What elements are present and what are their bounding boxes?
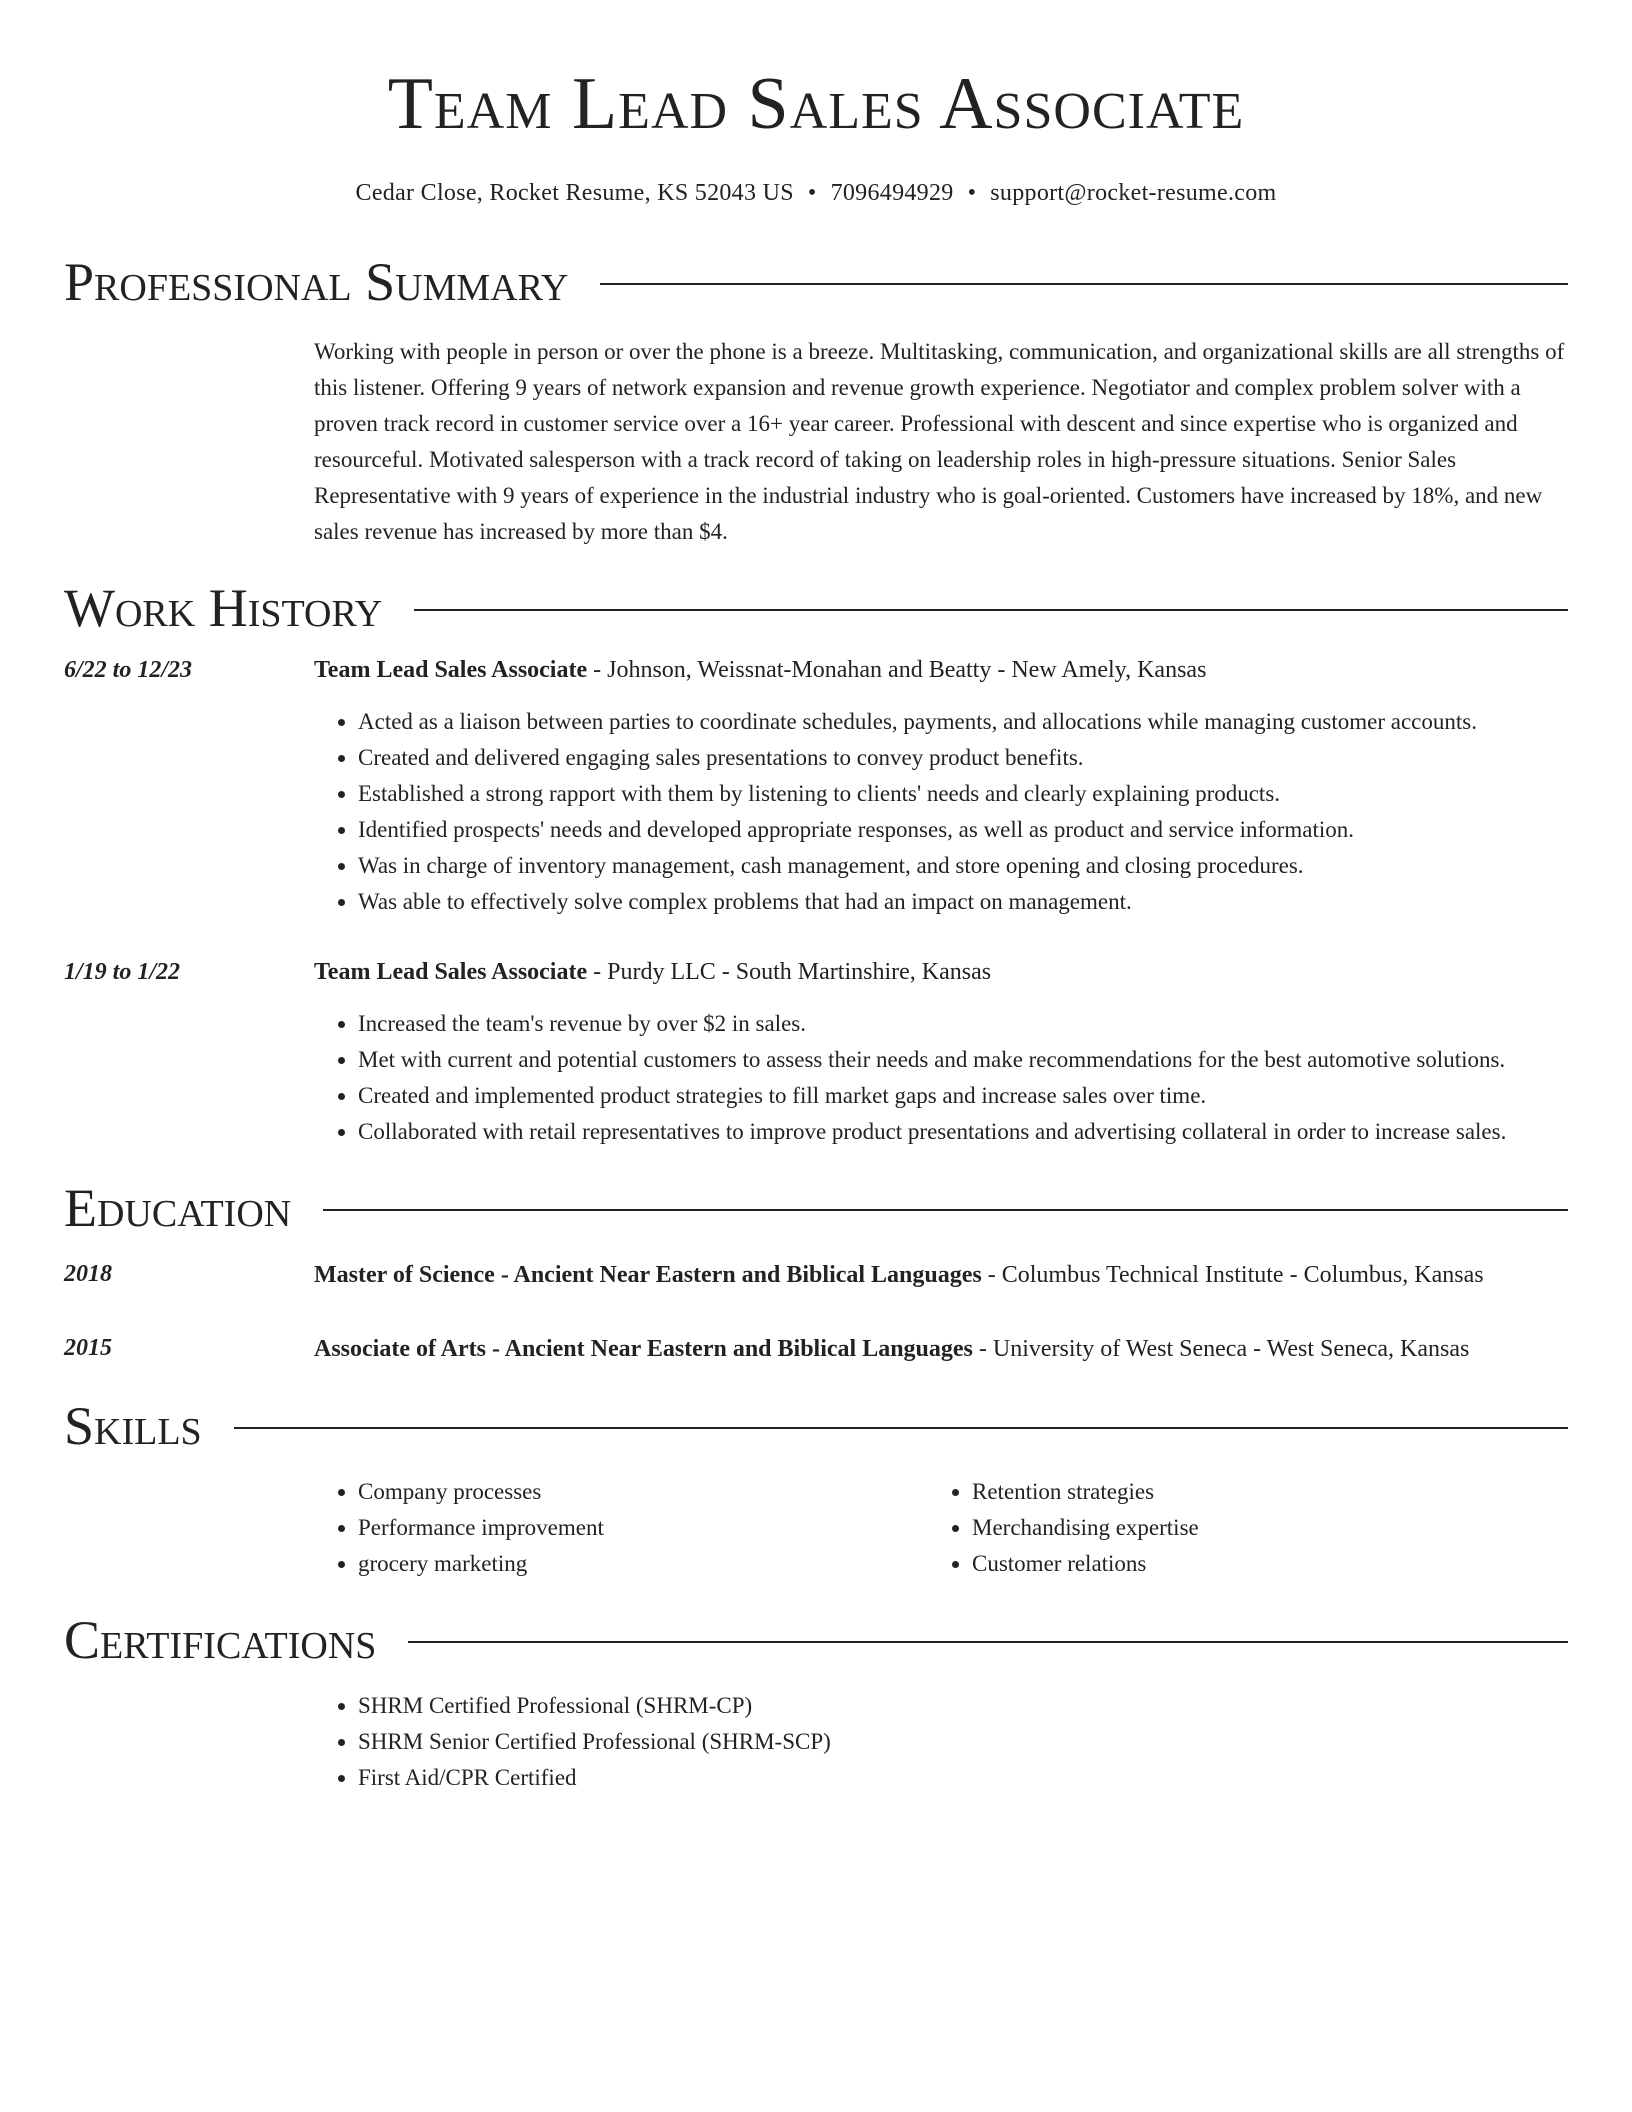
job-bullets	[314, 704, 1568, 920]
job-dates: 6/22 to 12/23	[64, 657, 193, 683]
email: support@rocket-resume.com	[990, 180, 1277, 206]
education-year: 2015	[64, 1335, 112, 1361]
summary-text: Working with people in person or over the phone is a breeze. Multitasking, communication, and organizational skills are all strengths of this listener. Offering 9 years of network expansion and revenue growth experience. Negotiator and complex problem solver with a proven track record in customer service over a 16+ year career. Professional with descent and since expertise who is organized and resourceful. Motivated salesperson with a track record of taking on leadership roles in high-pressure situations. Senior Sales Representative with 9 years of experience in the industrial industry who is goal-oriented. Customers have increased by 18%, and new sales revenue has increased by more than $4.	[314, 339, 1565, 544]
job-details: - Johnson, Weissnat-Monahan and Beatty - New Amely, Kansas	[587, 657, 1207, 683]
job-bullets	[314, 1006, 1568, 1150]
list-item: • Customer relations	[972, 1546, 1542, 1582]
address: Cedar Close, Rocket Resume, KS 52043 US	[355, 180, 794, 206]
education-section-header	[64, 1176, 1568, 1240]
education-line	[314, 1256, 1568, 1294]
job-body	[314, 652, 1568, 920]
section-divider	[408, 1641, 1568, 1643]
candidate-name: Team Lead Sales Associate	[387, 63, 1245, 145]
summary-section-header	[64, 250, 1568, 314]
job-details: - Purdy LLC - South Martinshire, Kansas	[587, 959, 992, 985]
education-line	[314, 1330, 1568, 1368]
list-item: • Identified prospects' needs and developed appropriate responses, as well as product and service information.	[358, 812, 1568, 848]
contact-line	[64, 178, 1568, 208]
section-title-certifications: Certifications	[64, 1610, 377, 1670]
list-item: • SHRM Certified Professional (SHRM-CP)	[358, 1688, 1568, 1724]
list-item: • Acted as a liaison between parties to coordinate schedules, payments, and allocations while managing customer accounts.	[358, 704, 1568, 740]
education-details: - University of West Seneca - West Seneca, Kansas	[972, 1336, 1470, 1362]
job-role: Team Lead Sales Associate	[314, 959, 588, 985]
list-item: • Met with current and potential customers to assess their needs and make recommendations for the best automotive solutions.	[358, 1042, 1568, 1078]
job-entry	[64, 954, 1568, 1150]
section-title-skills: Skills	[64, 1396, 202, 1456]
list-item: • Increased the team's revenue by over $2 in sales.	[358, 1006, 1568, 1042]
education-degree: Master of Science - Ancient Near Eastern and Biblical Languages	[314, 1262, 982, 1288]
section-title-work: Work History	[64, 578, 383, 638]
contact-separator: •	[807, 180, 817, 206]
certifications-section-header	[64, 1608, 1568, 1672]
skills-section-header	[64, 1394, 1568, 1458]
section-divider	[600, 283, 1568, 285]
list-item: • Retention strategies	[972, 1474, 1542, 1510]
skills-column-left	[314, 1474, 928, 1582]
list-item: • First Aid/CPR Certified	[358, 1760, 1568, 1796]
skills-column-right	[928, 1474, 1542, 1582]
list-item: • grocery marketing	[358, 1546, 928, 1582]
list-item: • Created and implemented product strategies to fill market gaps and increase sales over time.	[358, 1078, 1568, 1114]
certifications-list	[314, 1688, 1568, 1796]
job-title-line	[314, 652, 1568, 688]
job-dates: 1/19 to 1/22	[64, 959, 181, 985]
skills-list	[314, 1474, 1568, 1582]
list-item: • Collaborated with retail representatives to improve product presentations and advertising collateral in order to increase sales.	[358, 1114, 1568, 1150]
list-item: • Company processes	[358, 1474, 928, 1510]
list-item: • Created and delivered engaging sales presentations to convey product benefits.	[358, 740, 1568, 776]
job-body	[314, 954, 1568, 1150]
section-divider	[414, 609, 1568, 611]
contact-separator: •	[967, 180, 977, 206]
certifications-bullets	[314, 1688, 1568, 1796]
education-details: - Columbus Technical Institute - Columbus, Kansas	[981, 1262, 1484, 1288]
job-title-line	[314, 954, 1568, 990]
section-title-education: Education	[64, 1178, 292, 1238]
list-item: • SHRM Senior Certified Professional (SHRM-SCP)	[358, 1724, 1568, 1760]
section-divider	[234, 1427, 1568, 1429]
job-role: Team Lead Sales Associate	[314, 657, 588, 683]
section-title-summary: Professional Summary	[64, 252, 569, 312]
list-item: • Was in charge of inventory management, cash management, and store opening and closing procedures.	[358, 848, 1568, 884]
list-item: • Merchandising expertise	[972, 1510, 1542, 1546]
job-entry	[64, 652, 1568, 920]
education-year: 2018	[64, 1261, 112, 1287]
work-section-header	[64, 576, 1568, 640]
list-item: • Established a strong rapport with them by listening to clients' needs and clearly explaining products.	[358, 776, 1568, 812]
education-entry	[64, 1330, 1568, 1368]
education-entry	[64, 1256, 1568, 1294]
list-item: • Performance improvement	[358, 1510, 928, 1546]
education-degree: Associate of Arts - Ancient Near Eastern and Biblical Languages	[314, 1336, 973, 1362]
section-divider	[323, 1209, 1568, 1211]
phone: 7096494929	[830, 180, 954, 206]
list-item: • Was able to effectively solve complex problems that had an impact on management.	[358, 884, 1568, 920]
